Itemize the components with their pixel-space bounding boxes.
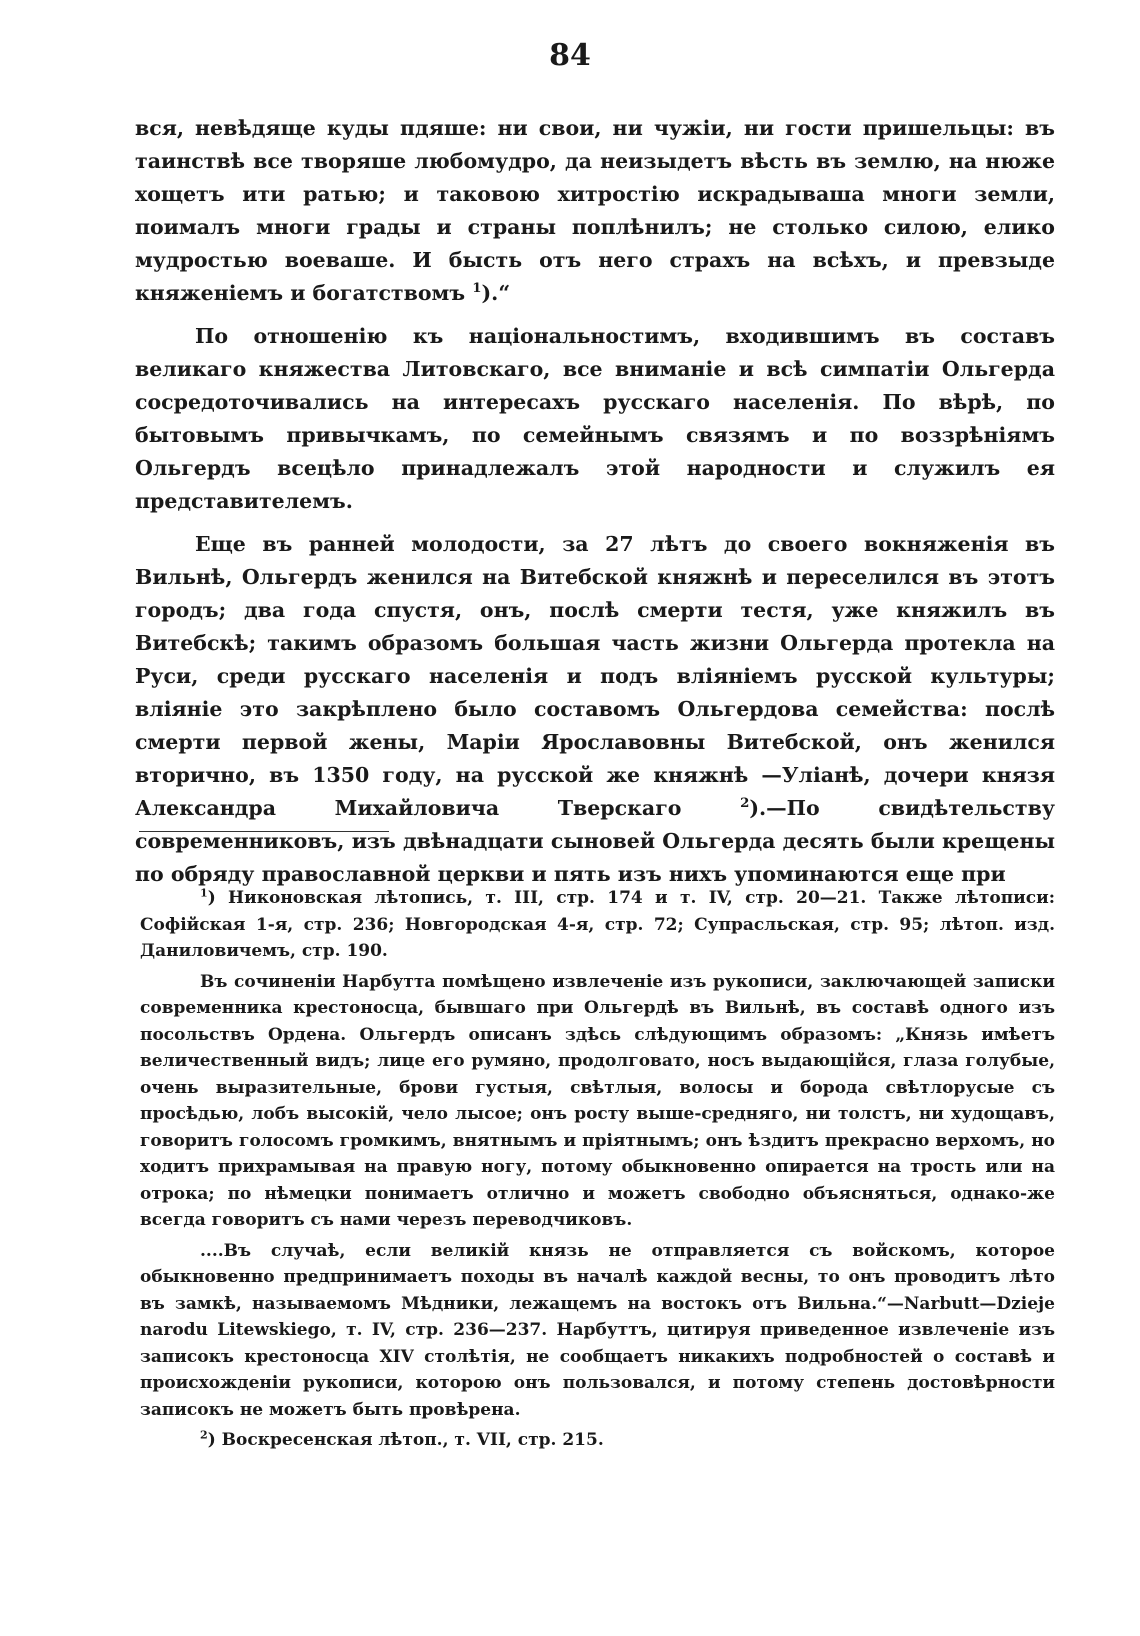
footnote-ref-2: 2 xyxy=(740,795,750,812)
footnote-1-text: ) Никоновская лѣтопись, т. III, стр. 174 и т. IV, стр. 20—21. Также лѣтописи: Софійская 1-я, стр. 236; Новгородская 4-я, стр. 72; Супрасльская, стр. 95; лѣтоп. изд. Даниловичемъ, стр. 190. xyxy=(140,888,1055,961)
main-text xyxy=(135,112,1055,901)
paragraph-1-tail: ).“ xyxy=(481,281,511,305)
footnote-1-marker: 1 xyxy=(200,886,208,900)
paragraph-1 xyxy=(135,112,1055,310)
footnote-2-text: ) Воскресенская лѣтоп., т. VII, стр. 215. xyxy=(207,1430,604,1450)
footnote-2 xyxy=(140,1427,1055,1454)
footnotes xyxy=(140,885,1055,1458)
paragraph-1-text: вся, невѣдяще куды пдяше: ни свои, ни чужіи, ни гости пришельцы: въ таинствѣ все творяше любомудро, да неизыдетъ вѣсть въ землю, на нюже хощетъ ити ратью; и таковою хитростію искрадываша многи земли, поималъ многи грады и страны поплѣнилъ; не столько силою, елико мудростью воеваше. И бысть отъ него страхъ на всѣхъ, и превзыде княженіемъ и богатствомъ xyxy=(135,116,1055,305)
footnote-1-continuation-a: Въ сочиненіи Нарбутта помѣщено извлеченіе изъ рукописи, заключающей записки современника крестоносца, бывшаго при Ольгердѣ въ Вильнѣ, въ составѣ одного изъ посольствъ Ордена. Ольгердъ описанъ здѣсь слѣдующимъ образомъ: „Князь имѣетъ величественный видъ; лице его румяно, продолговато, носъ выдающійся, глаза голубые, очень выразительные, брови густыя, свѣтлыя, волосы и борода свѣтлорусые съ просѣдью, лобъ высокій, чело лысое; онъ росту выше-средняго, ни толстъ, ни худощавъ, говоритъ голосомъ громкимъ, внятнымъ и пріятнымъ; онъ ѣздитъ прекрасно верхомъ, но ходитъ прихрамывая на правую ногу, потому обыкновенно опирается на трость или на отрока; по нѣмецки понимаетъ отлично и можетъ свободно объясняться, однако-же всегда говоритъ съ нами черезъ переводчиковъ. xyxy=(140,971,1055,1230)
footnote-ref-1: 1 xyxy=(472,280,482,297)
page-number: 84 xyxy=(549,38,591,73)
paragraph-3 xyxy=(135,528,1055,891)
footnote-separator xyxy=(139,831,389,832)
footnote-1-continuation-b: ....Въ случаѣ, если великій князь не отправляется съ войскомъ, которое обыкновенно предпринимаетъ походы въ началѣ каждой весны, то онъ проводитъ лѣто въ замкѣ, называемомъ Мѣдники, лежащемъ на востокъ отъ Вильна.“—Narbutt—Dzieje narodu Litewskiego, т. IV, стр. 236—237. Нарбуттъ, цитируя приведенное извлеченіе изъ записокъ крестоносца XIV столѣтія, не сообщаетъ никакихъ подробностей о составѣ и происхожденіи рукописи, которою онъ пользовался, и потому степень достовѣрности записокъ не можетъ быть провѣрена. xyxy=(140,1240,1055,1420)
paragraph-2: По отношенію къ національностимъ, входившимъ въ составъ великаго княжества Литовскаго, все вниманіе и всѣ симпатіи Ольгерда сосредоточивались на интересахъ русскаго населенія. По вѣрѣ, по бытовымъ привычкамъ, по семейнымъ связямъ и по воззрѣніямъ Ольгердъ всецѣло принадлежалъ этой народности и служилъ ея представителемъ. xyxy=(135,324,1055,513)
paragraph-3-tail: ).—По свидѣтельству современниковъ, изъ двѣнадцати сыновей Ольгерда десять были крещены по обряду православной церкви и пять изъ нихъ упоминаются еще при xyxy=(135,796,1055,886)
footnote-1 xyxy=(140,885,1055,965)
paragraph-3-text: Еще въ ранней молодости, за 27 лѣтъ до своего вокняженія въ Вильнѣ, Ольгердъ женился на Витебской княжнѣ и переселился въ этотъ городъ; два года спустя, онъ, послѣ смерти тестя, уже княжилъ въ Витебскѣ; такимъ образомъ большая часть жизни Ольгерда протекла на Руси, среди русскаго населенія и подъ вліяніемъ русской культуры; вліяніе это закрѣплено было составомъ Ольгердова семейства: послѣ смерти первой жены, Маріи Ярославовны Витебской, онъ женился вторично, въ 1350 году, на русской же княжнѣ —Уліанѣ, дочери князя Александра Михайловича Тверскаго xyxy=(135,532,1055,820)
footnote-2-marker: 2 xyxy=(200,1428,208,1442)
